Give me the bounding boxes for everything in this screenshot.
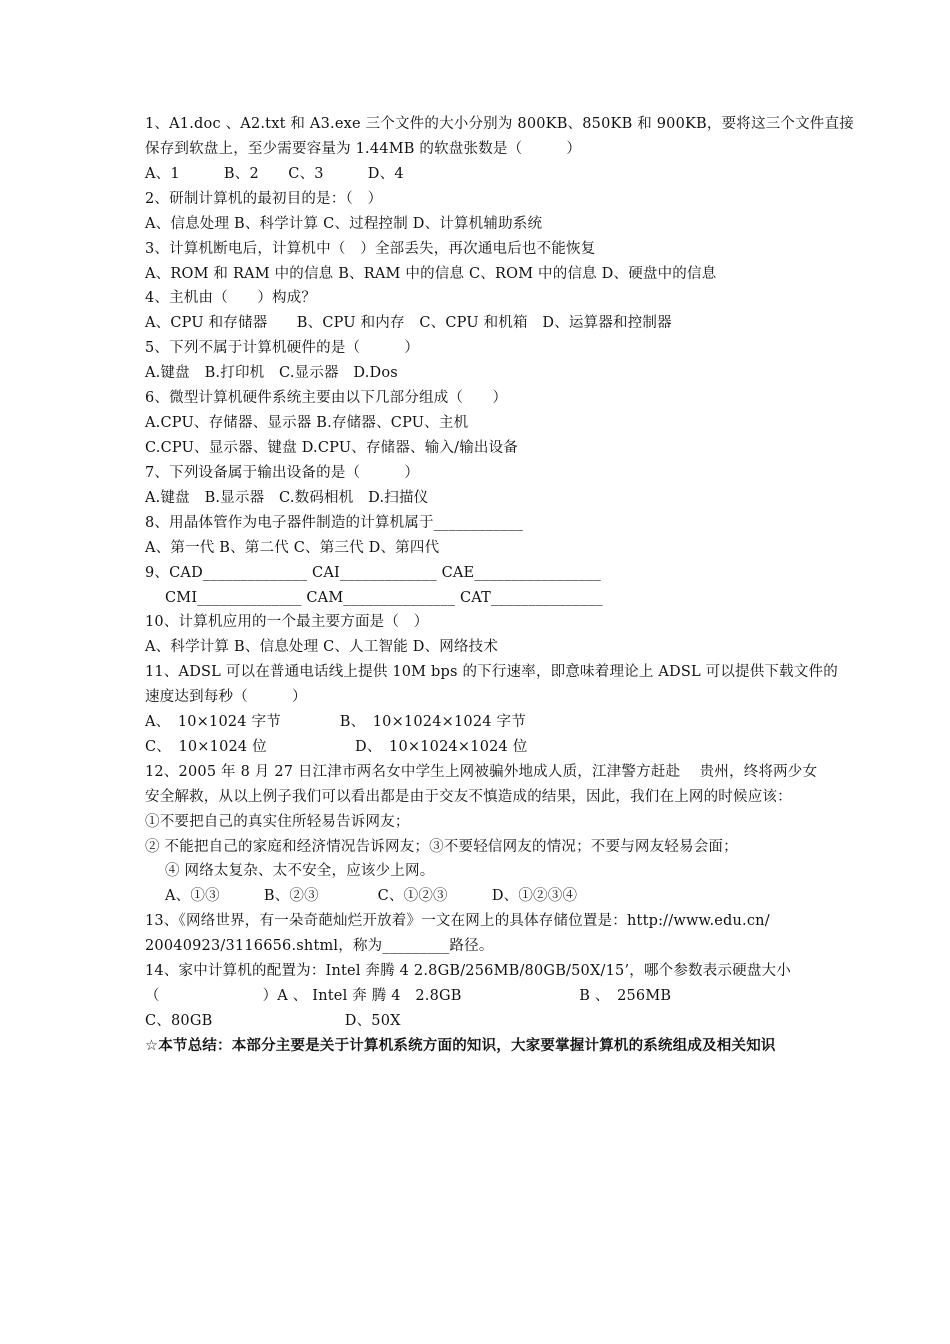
q12-options: A、①③ B、②③ C、①②③ D、①②③④ [165, 888, 578, 904]
q9-line-2: CMI______________ CAM_______________ CAT_______________ [165, 590, 603, 606]
q14-options-line-2: C、80GB D、50X [145, 1013, 401, 1029]
q2-options: A、信息处理 B、科学计算 C、过程控制 D、计算机辅助系统 [145, 216, 543, 232]
q6-options-line-1: A.CPU、存储器、显示器 B.存储器、CPU、主机 [145, 415, 469, 431]
q12-text-line-2: 安全解救，从以上例子我们可以看出都是由于交友不慎造成的结果，因此，我们在上网的时候应该： [145, 789, 792, 805]
q3-text: 3、计算机断电后，计算机中（ ）全部丢失，再次通电后也不能恢复 [145, 241, 596, 257]
q10-options: A、科学计算 B、信息处理 C、人工智能 D、网络技术 [145, 639, 499, 655]
q4-options: A、CPU 和存储器 B、CPU 和内存 C、CPU 和机箱 D、运算器和控制器 [145, 315, 672, 331]
q11-text-line-1: 11、ADSL 可以在普通电话线上提供 10M bps 的下行速率，即意味着理论上 ADSL 可以提供下载文件的 [145, 664, 838, 680]
q3-options: A、ROM 和 RAM 中的信息 B、RAM 中的信息 C、ROM 中的信息 D、硬盘中的信息 [145, 266, 717, 282]
q1-text-line-2: 保存到软盘上，至少需要容量为 1.44MB 的软盘张数是（ ） [145, 141, 582, 157]
q13-text-line-1: 13、《网络世界，有一朵奇葩灿烂开放着》一文在网上的具体存储位置是：http://www.edu.cn/ [145, 913, 770, 929]
q10-text: 10、计算机应用的一个最主要方面是（ ） [145, 614, 429, 630]
q14-options-line-1: （ ）A 、 Intel 奔 腾 4 2.8GB B 、 256MB [145, 988, 672, 1004]
q13-text-line-2: 20040923/3116656.shtml，称为_________路径。 [145, 938, 494, 954]
q1-text-line-1: 1、A1.doc 、A2.txt 和 A3.exe 三个文件的大小分别为 800KB、850KB 和 900KB，要将这三个文件直接 [145, 116, 854, 132]
q12-item-4: ④ 网络太复杂、太不安全，应该少上网。 [165, 863, 435, 879]
q6-options-line-2: C.CPU、显示器、键盘 D.CPU、存储器、输入/输出设备 [145, 440, 519, 456]
q8-text: 8、用晶体管作为电子器件制造的计算机属于____________ [145, 515, 524, 531]
q8-options: A、第一代 B、第二代 C、第三代 D、第四代 [145, 540, 440, 556]
q5-options: A.键盘 B.打印机 C.显示器 D.Dos [145, 365, 398, 381]
q12-text-line-1: 12、2005 年 8 月 27 日江津市两名女中学生上网被骗外地成人质，江津警方赶赴 贵州，终将两少女 [145, 764, 818, 780]
q9-line-1: 9、CAD______________ CAI_____________ CAE_________________ [145, 565, 601, 581]
q14-text: 14、家中计算机的配置为：Intel 奔腾 4 2.8GB/256MB/80GB/50X/15’，哪个参数表示硬盘大小 [145, 963, 791, 979]
section-summary: ☆本节总结：本部分主要是关于计算机系统方面的知识，大家要掌握计算机的系统组成及相关知识 [145, 1038, 776, 1054]
q12-item-1: ①不要把自己的真实住所轻易告诉网友； [145, 814, 410, 830]
q5-text: 5、下列不属于计算机硬件的是（ ） [145, 340, 420, 356]
q12-item-2-3: ② 不能把自己的家庭和经济情况告诉网友；③不要轻信网友的情况；不要与网友轻易会面； [145, 839, 738, 855]
q6-text: 6、微型计算机硬件系统主要由以下几部分组成（ ） [145, 390, 508, 406]
q7-options: A.键盘 B.显示器 C.数码相机 D.扫描仪 [145, 490, 429, 506]
q4-text: 4、主机由（ ）构成？ [145, 290, 317, 306]
q11-options-line-2: C、 10×1024 位 D、 10×1024×1024 位 [145, 739, 528, 755]
q7-text: 7、下列设备属于输出设备的是（ ） [145, 465, 420, 481]
q11-options-line-1: A、 10×1024 字节 B、 10×1024×1024 字节 [145, 714, 526, 730]
q1-options: A、1 B、2 C、3 D、4 [145, 166, 404, 182]
q11-text-line-2: 速度达到每秒（ ） [145, 689, 307, 705]
q2-text: 2、研制计算机的最初目的是：（ ） [145, 191, 383, 207]
